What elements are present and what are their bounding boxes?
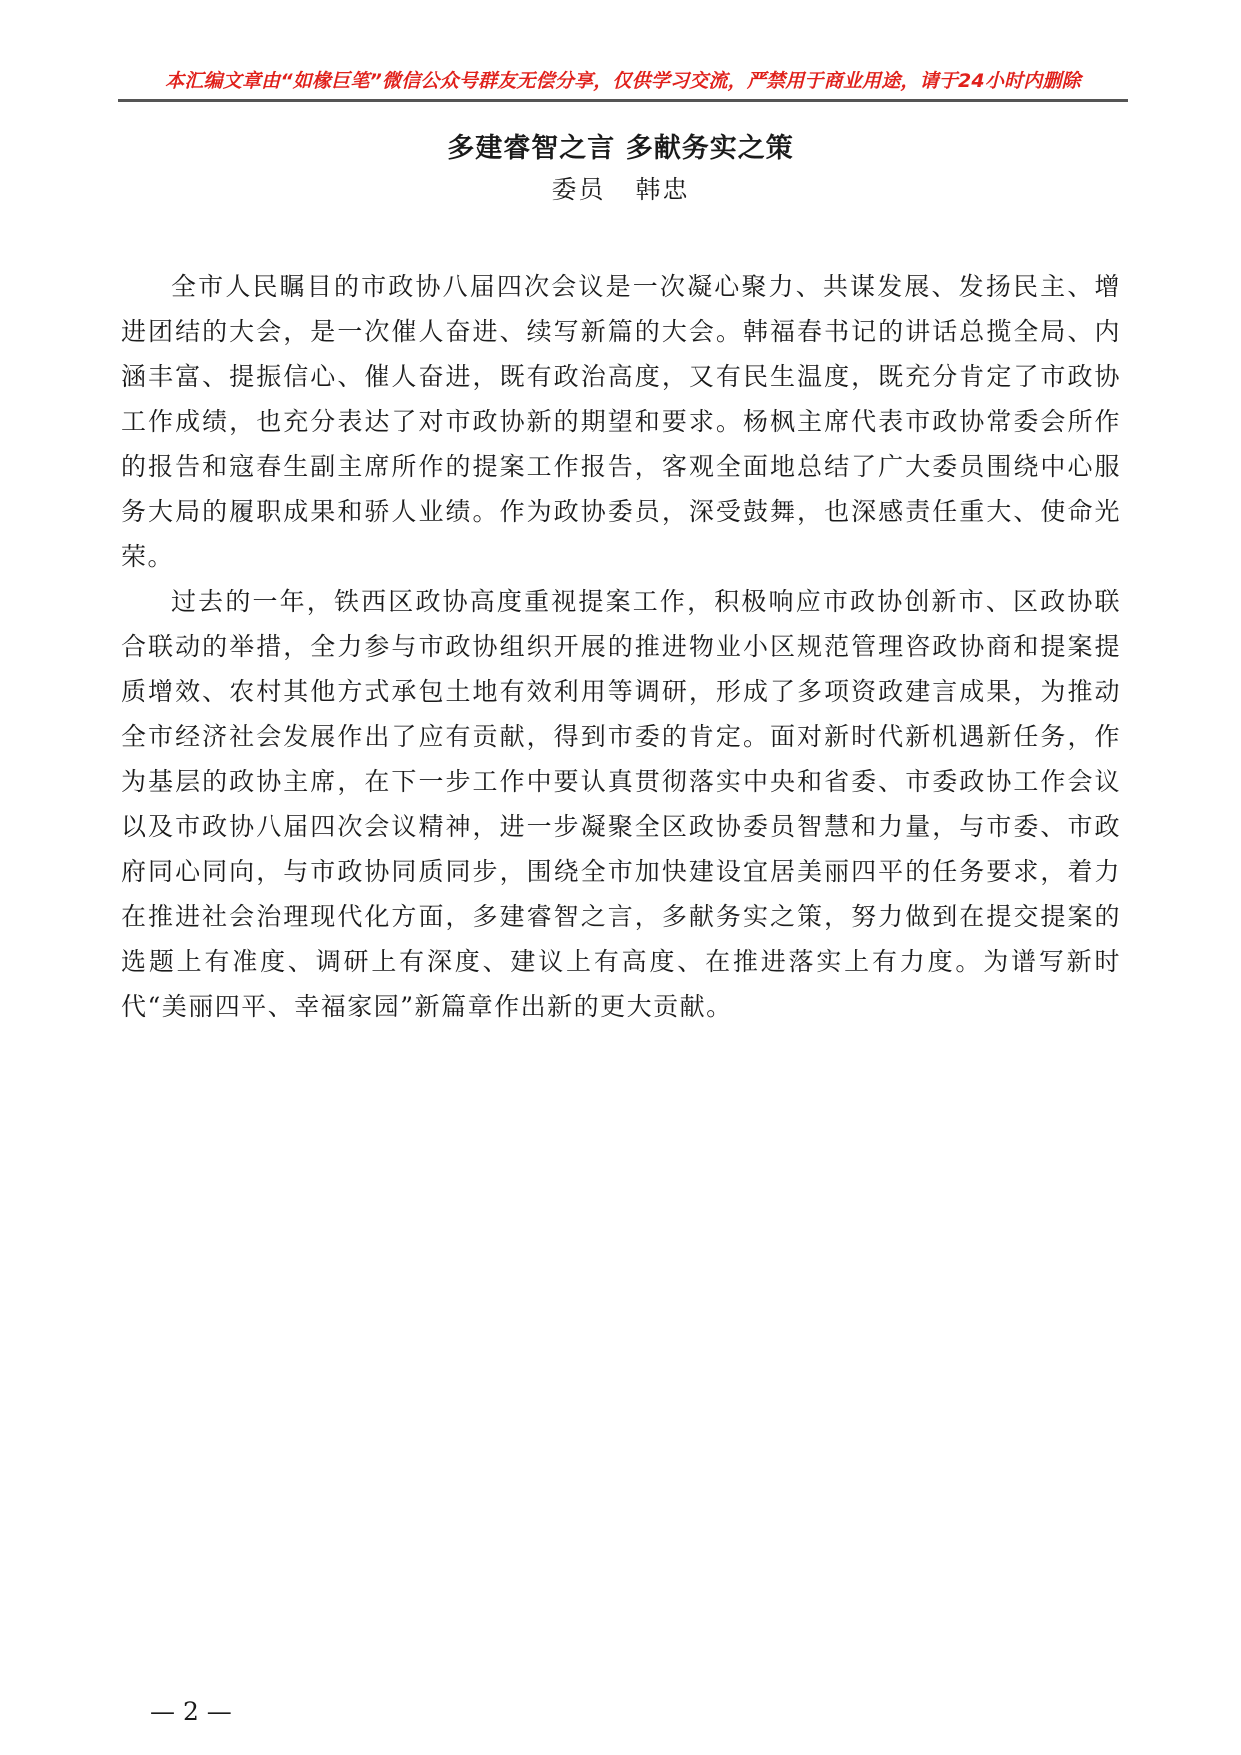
article-title: 多建睿智之言 多献务实之策 xyxy=(447,133,794,164)
article-paragraph: 过去的一年，铁西区政协高度重视提案工作，积极响应市政协创新市、区政协联合联动的举措，全力参与市政协组织开展的推进物业小区规范管理咨政协商和提案提质增效、农村其他方式承包土地有效利用等调研，形成了多项资政建言成果，为推动全市经济社会发展作出了应有贡献，得到市委的肯定。面对新时代新机遇新任务，作为基层的政协主席，在下一步工作中要认真贯彻落实中央和省委、市委政协工作会议以及市政协八届四次会议精神，进一步凝聚全区政协委员智慧和力量，与市委、市政府同心同向，与市政协同质同步，围绕全市加快建设宜居美丽四平的任务要求，着力在推进社会治理现代化方面，多建睿智之言，多献务实之策，努力做到在提交提案的选题上有准度、调研上有深度、建议上有高度、在推进落实上有力度。为谱写新时代“美丽四平、幸福家园”新篇章作出新的更大贡献。 xyxy=(121,587,1121,1021)
article-author xyxy=(0,170,1241,206)
page-number: — 2 — xyxy=(150,1697,232,1726)
author-name: 韩忠 xyxy=(635,175,690,204)
author-role: 委员 xyxy=(551,175,606,204)
header-banner: 本汇编文章由“如椽巨笔”微信公众号群友无偿分享，仅供学习交流，严禁用于商业用途，请于24小时内删除 xyxy=(165,70,1081,92)
header-divider xyxy=(118,99,1128,102)
article-paragraph: 全市人民瞩目的市政协八届四次会议是一次凝心聚力、共谋发展、发扬民主、增进团结的大会，是一次催人奋进、续写新篇的大会。韩福春书记的讲话总揽全局、内涵丰富、提振信心、催人奋进，既有政治高度，又有民生温度，既充分肯定了市政协工作成绩，也充分表达了对市政协新的期望和要求。杨枫主席代表市政协常委会所作的报告和寇春生副主席所作的提案工作报告，客观全面地总结了广大委员围绕中心服务大局的履职成果和骄人业绩。作为政协委员，深受鼓舞，也深感责任重大、使命光荣。 xyxy=(121,272,1121,571)
article-body xyxy=(121,264,1121,1029)
